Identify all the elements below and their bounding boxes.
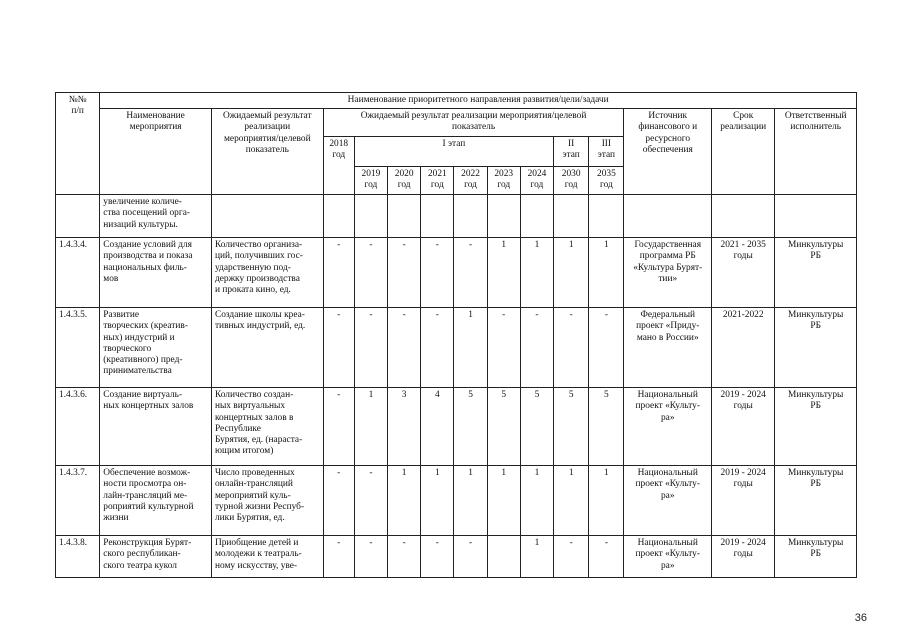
header-year: 2035 год (589, 167, 624, 195)
activity-value: 1 (487, 466, 520, 536)
activity-name: Создание виртуаль- ных концертных залов (100, 388, 212, 466)
header-num: №№ п/п (56, 93, 100, 195)
activity-value: 5 (589, 388, 624, 466)
activity-value: - (554, 308, 589, 388)
activity-value: - (454, 536, 487, 578)
activity-row (56, 308, 857, 388)
activity-source: Национальный проект «Культу- ра» (624, 466, 712, 536)
activity-value: - (554, 536, 589, 578)
activity-responsible: Минкультуры РБ (775, 388, 857, 466)
activity-row (56, 466, 857, 536)
activity-name: Реконструкция Бурят- ского республикан- ского театра кукол (100, 536, 212, 578)
activity-number: 1.4.3.6. (56, 388, 100, 466)
activity-value: 1 (454, 466, 487, 536)
empty-cell (354, 195, 387, 238)
activity-term: 2019 - 2024 годы (712, 388, 775, 466)
activity-number: 1.4.3.7. (56, 466, 100, 536)
activity-value: - (323, 308, 354, 388)
activity-value: 1 (520, 536, 553, 578)
header-year: 2021 год (421, 167, 454, 195)
page-number: 36 (854, 612, 867, 624)
header-name: Наименование мероприятия (100, 109, 212, 195)
activity-value: - (354, 238, 387, 308)
activity-responsible: Минкультуры РБ (775, 466, 857, 536)
activity-value: - (421, 308, 454, 388)
header-row-1 (56, 93, 857, 109)
activity-value: 1 (487, 238, 520, 308)
empty-cell (775, 195, 857, 238)
activity-responsible: Минкультуры РБ (775, 536, 857, 578)
activity-value: 1 (520, 238, 553, 308)
header-year-2018: 2018 год (323, 137, 354, 195)
activity-number: 1.4.3.8. (56, 536, 100, 578)
activity-term: 2021 - 2035 годы (712, 238, 775, 308)
activity-value: 5 (554, 388, 589, 466)
activity-result: Приобщение детей и молодежи к театраль- ному искусству, уве- (211, 536, 323, 578)
header-stage-3: III этап (589, 137, 624, 167)
activity-name: Обеспечение возмож- ности просмотра он- лайн-трансляций ме- роприятий культурной жизни (100, 466, 212, 536)
header-year: 2019 год (354, 167, 387, 195)
header-direction: Наименование приоритетного направления развития/цели/задачи (100, 93, 857, 109)
activity-responsible: Минкультуры РБ (775, 238, 857, 308)
activity-value: - (323, 388, 354, 466)
continuation-text: увеличение количе- ства посещений орга- низаций культуры. (100, 195, 212, 238)
activity-row (56, 536, 857, 578)
activity-value: - (589, 308, 624, 388)
activity-value: - (520, 308, 553, 388)
activity-value: 5 (520, 388, 553, 466)
activity-value: 1 (554, 466, 589, 536)
activity-value: - (323, 238, 354, 308)
empty-cell (487, 195, 520, 238)
activity-row (56, 238, 857, 308)
header-stage-2: II этап (554, 137, 589, 167)
activity-value: - (454, 238, 487, 308)
header-result: Ожидаемый результат реализации мероприятия/целевой показатель (211, 109, 323, 195)
activity-result: Количество организа- ций, получивших гос- ударственную под- держку производства и проката кино, ед. (211, 238, 323, 308)
activity-result: Создание школы креа- тивных индустрий, ед. (211, 308, 323, 388)
header-source: Источник финансового и ресурсного обеспечения (624, 109, 712, 195)
empty-cell (454, 195, 487, 238)
empty-cell (624, 195, 712, 238)
activity-value: 1 (520, 466, 553, 536)
activity-value: - (421, 238, 454, 308)
activity-value: 5 (487, 388, 520, 466)
activity-value: 3 (388, 388, 421, 466)
header-row-2 (56, 109, 857, 137)
activity-number: 1.4.3.4. (56, 238, 100, 308)
activity-value: 5 (454, 388, 487, 466)
activity-source: Федеральный проект «Приду- мано в России» (624, 308, 712, 388)
activity-value: - (388, 308, 421, 388)
empty-cell (421, 195, 454, 238)
activity-source: Национальный проект «Культу- ра» (624, 536, 712, 578)
activity-value: - (354, 466, 387, 536)
activity-value: 1 (421, 466, 454, 536)
activity-result: Количество создан- ных виртуальных концертных залов в Республике Бурятия, ед. (нараста- ющим итогом) (211, 388, 323, 466)
activity-number: 1.4.3.5. (56, 308, 100, 388)
activity-value: - (421, 536, 454, 578)
activity-responsible: Минкультуры РБ (775, 308, 857, 388)
empty-cell (388, 195, 421, 238)
activity-value: - (354, 308, 387, 388)
activity-value: 4 (421, 388, 454, 466)
activity-value: - (487, 308, 520, 388)
empty-cell (589, 195, 624, 238)
activity-term: 2021-2022 (712, 308, 775, 388)
header-year: 2020 год (388, 167, 421, 195)
activity-value: - (323, 536, 354, 578)
activity-term: 2019 - 2024 годы (712, 536, 775, 578)
empty-cell (323, 195, 354, 238)
header-year: 2022 год (454, 167, 487, 195)
activity-value: - (388, 536, 421, 578)
activity-value: - (354, 536, 387, 578)
activity-value: 1 (554, 238, 589, 308)
continuation-row (56, 195, 857, 238)
header-stage-1: I этап (354, 137, 553, 167)
empty-cell (554, 195, 589, 238)
activity-name: Развитие творческих (креатив- ных) индустрий и творческого (креативного) пред- принимательства (100, 308, 212, 388)
header-expected: Ожидаемый результат реализации мероприятия/целевой показатель (323, 109, 624, 137)
header-responsible: Ответственный исполнитель (775, 109, 857, 195)
activity-row (56, 388, 857, 466)
empty-cell (56, 195, 100, 238)
activity-value: - (589, 536, 624, 578)
activity-value: 1 (589, 466, 624, 536)
empty-cell (712, 195, 775, 238)
activity-value: 1 (589, 238, 624, 308)
activity-value: 1 (354, 388, 387, 466)
header-term: Срок реализации (712, 109, 775, 195)
header-year: 2023 год (487, 167, 520, 195)
activity-term: 2019 - 2024 годы (712, 466, 775, 536)
activity-result: Число проведенных онлайн-трансляций мероприятий куль- турной жизни Респуб- лики Бурятия, ед. (211, 466, 323, 536)
activity-name: Создание условий для производства и показа национальных филь- мов (100, 238, 212, 308)
activity-source: Государственная программа РБ «Культура Бурят- тии» (624, 238, 712, 308)
program-activities-table (55, 92, 857, 578)
activity-value: - (388, 238, 421, 308)
activity-value (487, 536, 520, 578)
activity-value: - (323, 466, 354, 536)
empty-cell (211, 195, 323, 238)
header-year: 2030 год (554, 167, 589, 195)
header-year: 2024 год (520, 167, 553, 195)
activity-value: 1 (388, 466, 421, 536)
activity-value: 1 (454, 308, 487, 388)
activity-source: Национальный проект «Культу- ра» (624, 388, 712, 466)
empty-cell (520, 195, 553, 238)
